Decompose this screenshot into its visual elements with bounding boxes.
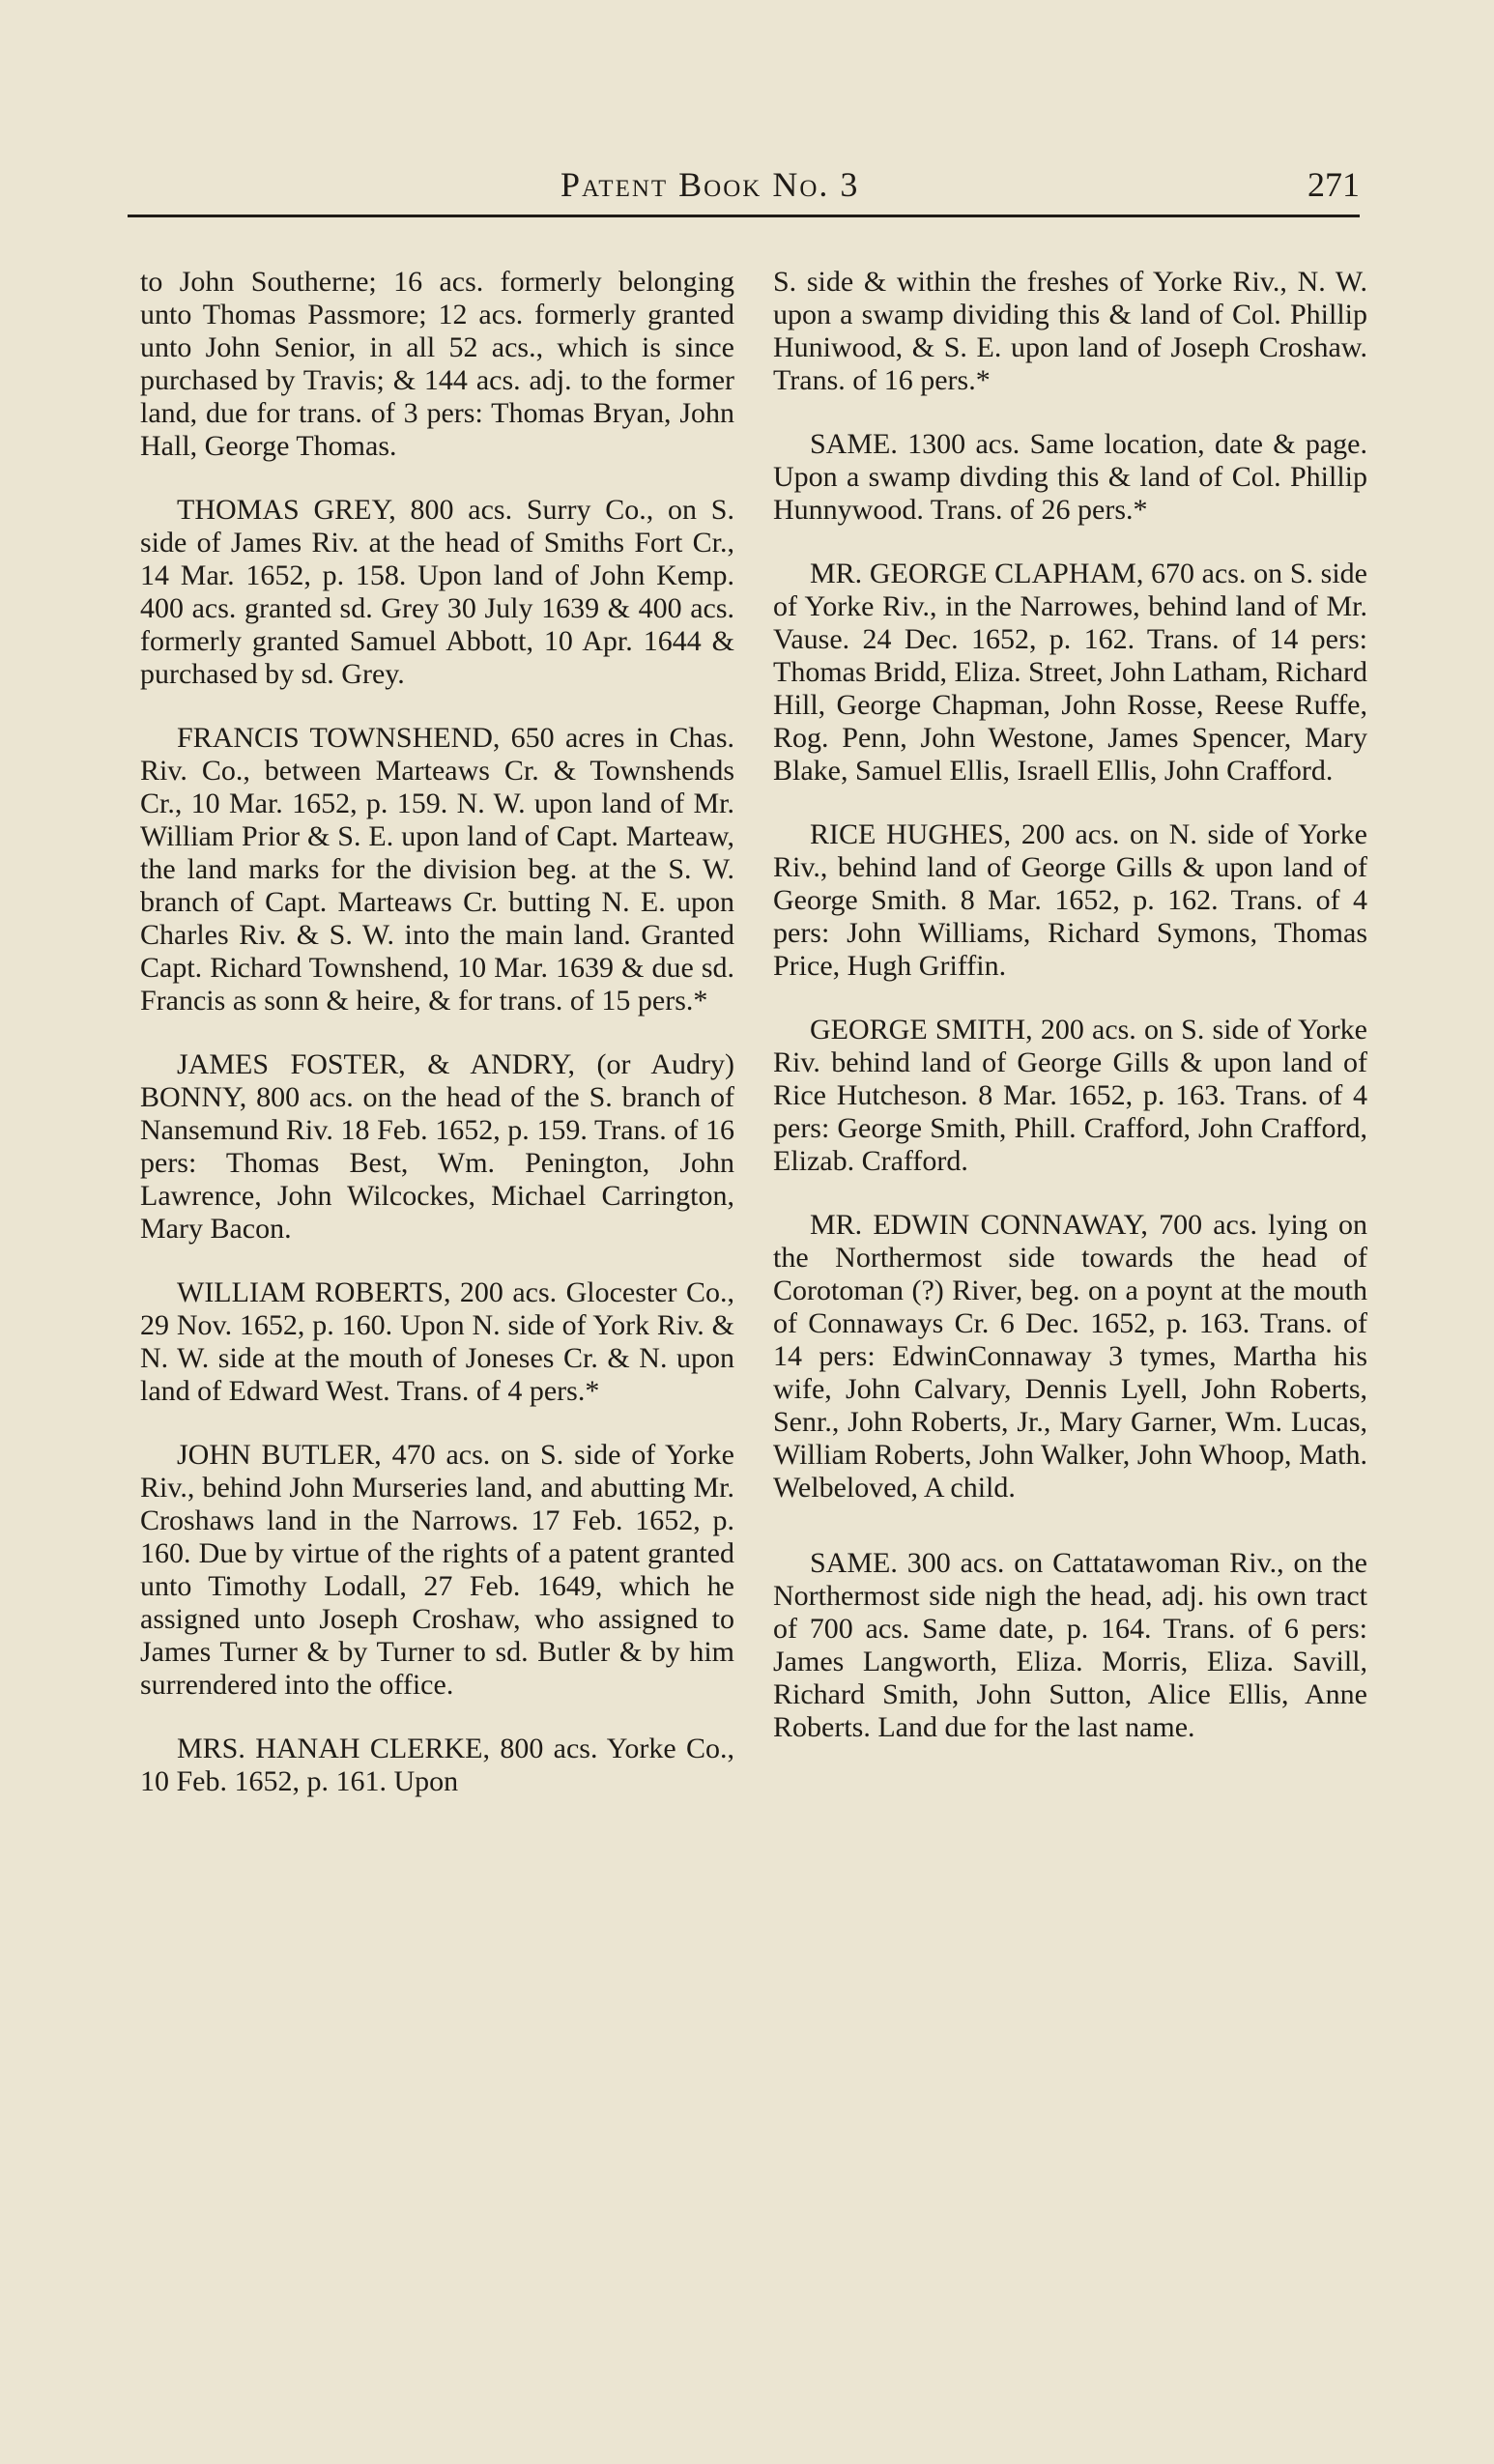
entry-george-smith: GEORGE SMITH, 200 acs. on S. side of Yorke Riv. behind land of George Gills & upon land of Rice Hutcheson. 8 Mar. 1652, p. 163. Trans. of 4 pers: George Smith, Phill. Crafford, John Crafford, Elizab. Crafford. — [773, 1014, 1367, 1177]
entry-william-roberts: WILLIAM ROBERTS, 200 acs. Glocester Co., 29 Nov. 1652, p. 160. Upon N. side of York Riv. & N. W. side at the mouth of Joneses Cr. & N. upon land of Edward West. Trans. of 4 pers.* — [140, 1276, 734, 1407]
entry-same-300: SAME. 300 acs. on Cattatawoman Riv., on the Northermost side nigh the head, adj. his own tract of 700 acs. Same date, p. 164. Trans. of 6 pers: James Langworth, Eliza. Morris, Eliza. Savill, Richard Smith, John Sutton, Alice Ellis, Anne Roberts. Land due for the last name. — [773, 1547, 1367, 1743]
header-rule — [128, 215, 1360, 217]
entry-francis-townshend: FRANCIS TOWNSHEND, 650 acres in Chas. Riv. Co., between Marteaws Cr. & Townshends Cr., 10 Mar. 1652, p. 159. N. W. upon land of Mr. William Prior & S. E. upon land of Capt. Marteaw, the land marks for the division beg. at the S. W. branch of Capt. Marteaws Cr. butting N. E. upon Charles Riv. & S. W. into the main land. Granted Capt. Richard Townshend, 10 Mar. 1639 & due sd. Francis as sonn & heire, & for trans. of 15 pers.* — [140, 722, 734, 1017]
entry-hanah-clerke: MRS. HANAH CLERKE, 800 acs. Yorke Co., 10 Feb. 1652, p. 161. Upon — [140, 1733, 734, 1797]
running-header — [128, 164, 1360, 211]
entry-george-clapham: MR. GEORGE CLAPHAM, 670 acs. on S. side of Yorke Riv., in the Narrowes, behind land of Mr. Vause. 24 Dec. 1652, p. 162. Trans. of 14 pers: Thomas Bridd, Eliza. Street, John Latham, Richard Hill, George Chapman, John Rosse, Reese Ruffe, Rog. Penn, John Westone, James Spencer, Mary Blake, Samuel Ellis, Israell Ellis, John Crafford. — [773, 558, 1367, 787]
header-title: Patent Book No. 3 — [560, 165, 860, 204]
entry-james-foster: JAMES FOSTER, & ANDRY, (or Audry) BONNY, 800 acs. on the head of the S. branch of Nansemund Riv. 18 Feb. 1652, p. 159. Trans. of 16 pers: Thomas Best, Wm. Penington, John Lawrence, John Wilcockes, Michael Carrington, Mary Bacon. — [140, 1048, 734, 1245]
entry-same-1300: SAME. 1300 acs. Same location, date & page. Upon a swamp divding this & land of Col. Phillip Hunnywood. Trans. of 26 pers.* — [773, 428, 1367, 526]
entry-hanah-clerke-continued: S. side & within the freshes of Yorke Riv., N. W. upon a swamp dividing this & land of Col. Phillip Huniwood, & S. E. upon land of Joseph Croshaw. Trans. of 16 pers.* — [773, 266, 1367, 396]
right-column — [773, 266, 1367, 1775]
left-column — [140, 266, 734, 1829]
entry-continuation: to John Southerne; 16 acs. formerly belonging unto Thomas Passmore; 12 acs. formerly granted unto John Senior, in all 52 acs., which is since purchased by Travis; & 144 acs. adj. to the former land, due for trans. of 3 pers: Thomas Bryan, John Hall, George Thomas. — [140, 266, 734, 462]
entry-edwin-connaway: MR. EDWIN CONNAWAY, 700 acs. lying on the Northermost side towards the head of Corotoman (?) River, beg. on a poynt at the mouth of Connaways Cr. 6 Dec. 1652, p. 163. Trans. of 14 pers: EdwinConnaway 3 tymes, Martha his wife, John Calvary, Dennis Lyell, John Roberts, Senr., John Roberts, Jr., Mary Garner, Wm. Lucas, William Roberts, John Walker, John Whoop, Math. Welbeloved, A child. — [773, 1209, 1367, 1504]
entry-john-butler: JOHN BUTLER, 470 acs. on S. side of Yorke Riv., behind John Murseries land, and abutting Mr. Croshaws land in the Narrows. 17 Feb. 1652, p. 160. Due by virtue of the rights of a patent granted unto Timothy Lodall, 27 Feb. 1649, which he assigned unto Joseph Croshaw, who assigned to James Turner & by Turner to sd. Butler & by him surrendered into the office. — [140, 1439, 734, 1701]
page-number: 271 — [1307, 165, 1360, 204]
entry-thomas-grey: THOMAS GREY, 800 acs. Surry Co., on S. side of James Riv. at the head of Smiths Fort Cr., 14 Mar. 1652, p. 158. Upon land of John Kemp. 400 acs. granted sd. Grey 30 July 1639 & 400 acs. formerly granted Samuel Abbott, 10 Apr. 1644 & purchased by sd. Grey. — [140, 494, 734, 690]
entry-rice-hughes: RICE HUGHES, 200 acs. on N. side of Yorke Riv., behind land of George Gills & upon land of George Smith. 8 Mar. 1652, p. 162. Trans. of 4 pers: John Williams, Richard Symons, Thomas Price, Hugh Griffin. — [773, 818, 1367, 982]
